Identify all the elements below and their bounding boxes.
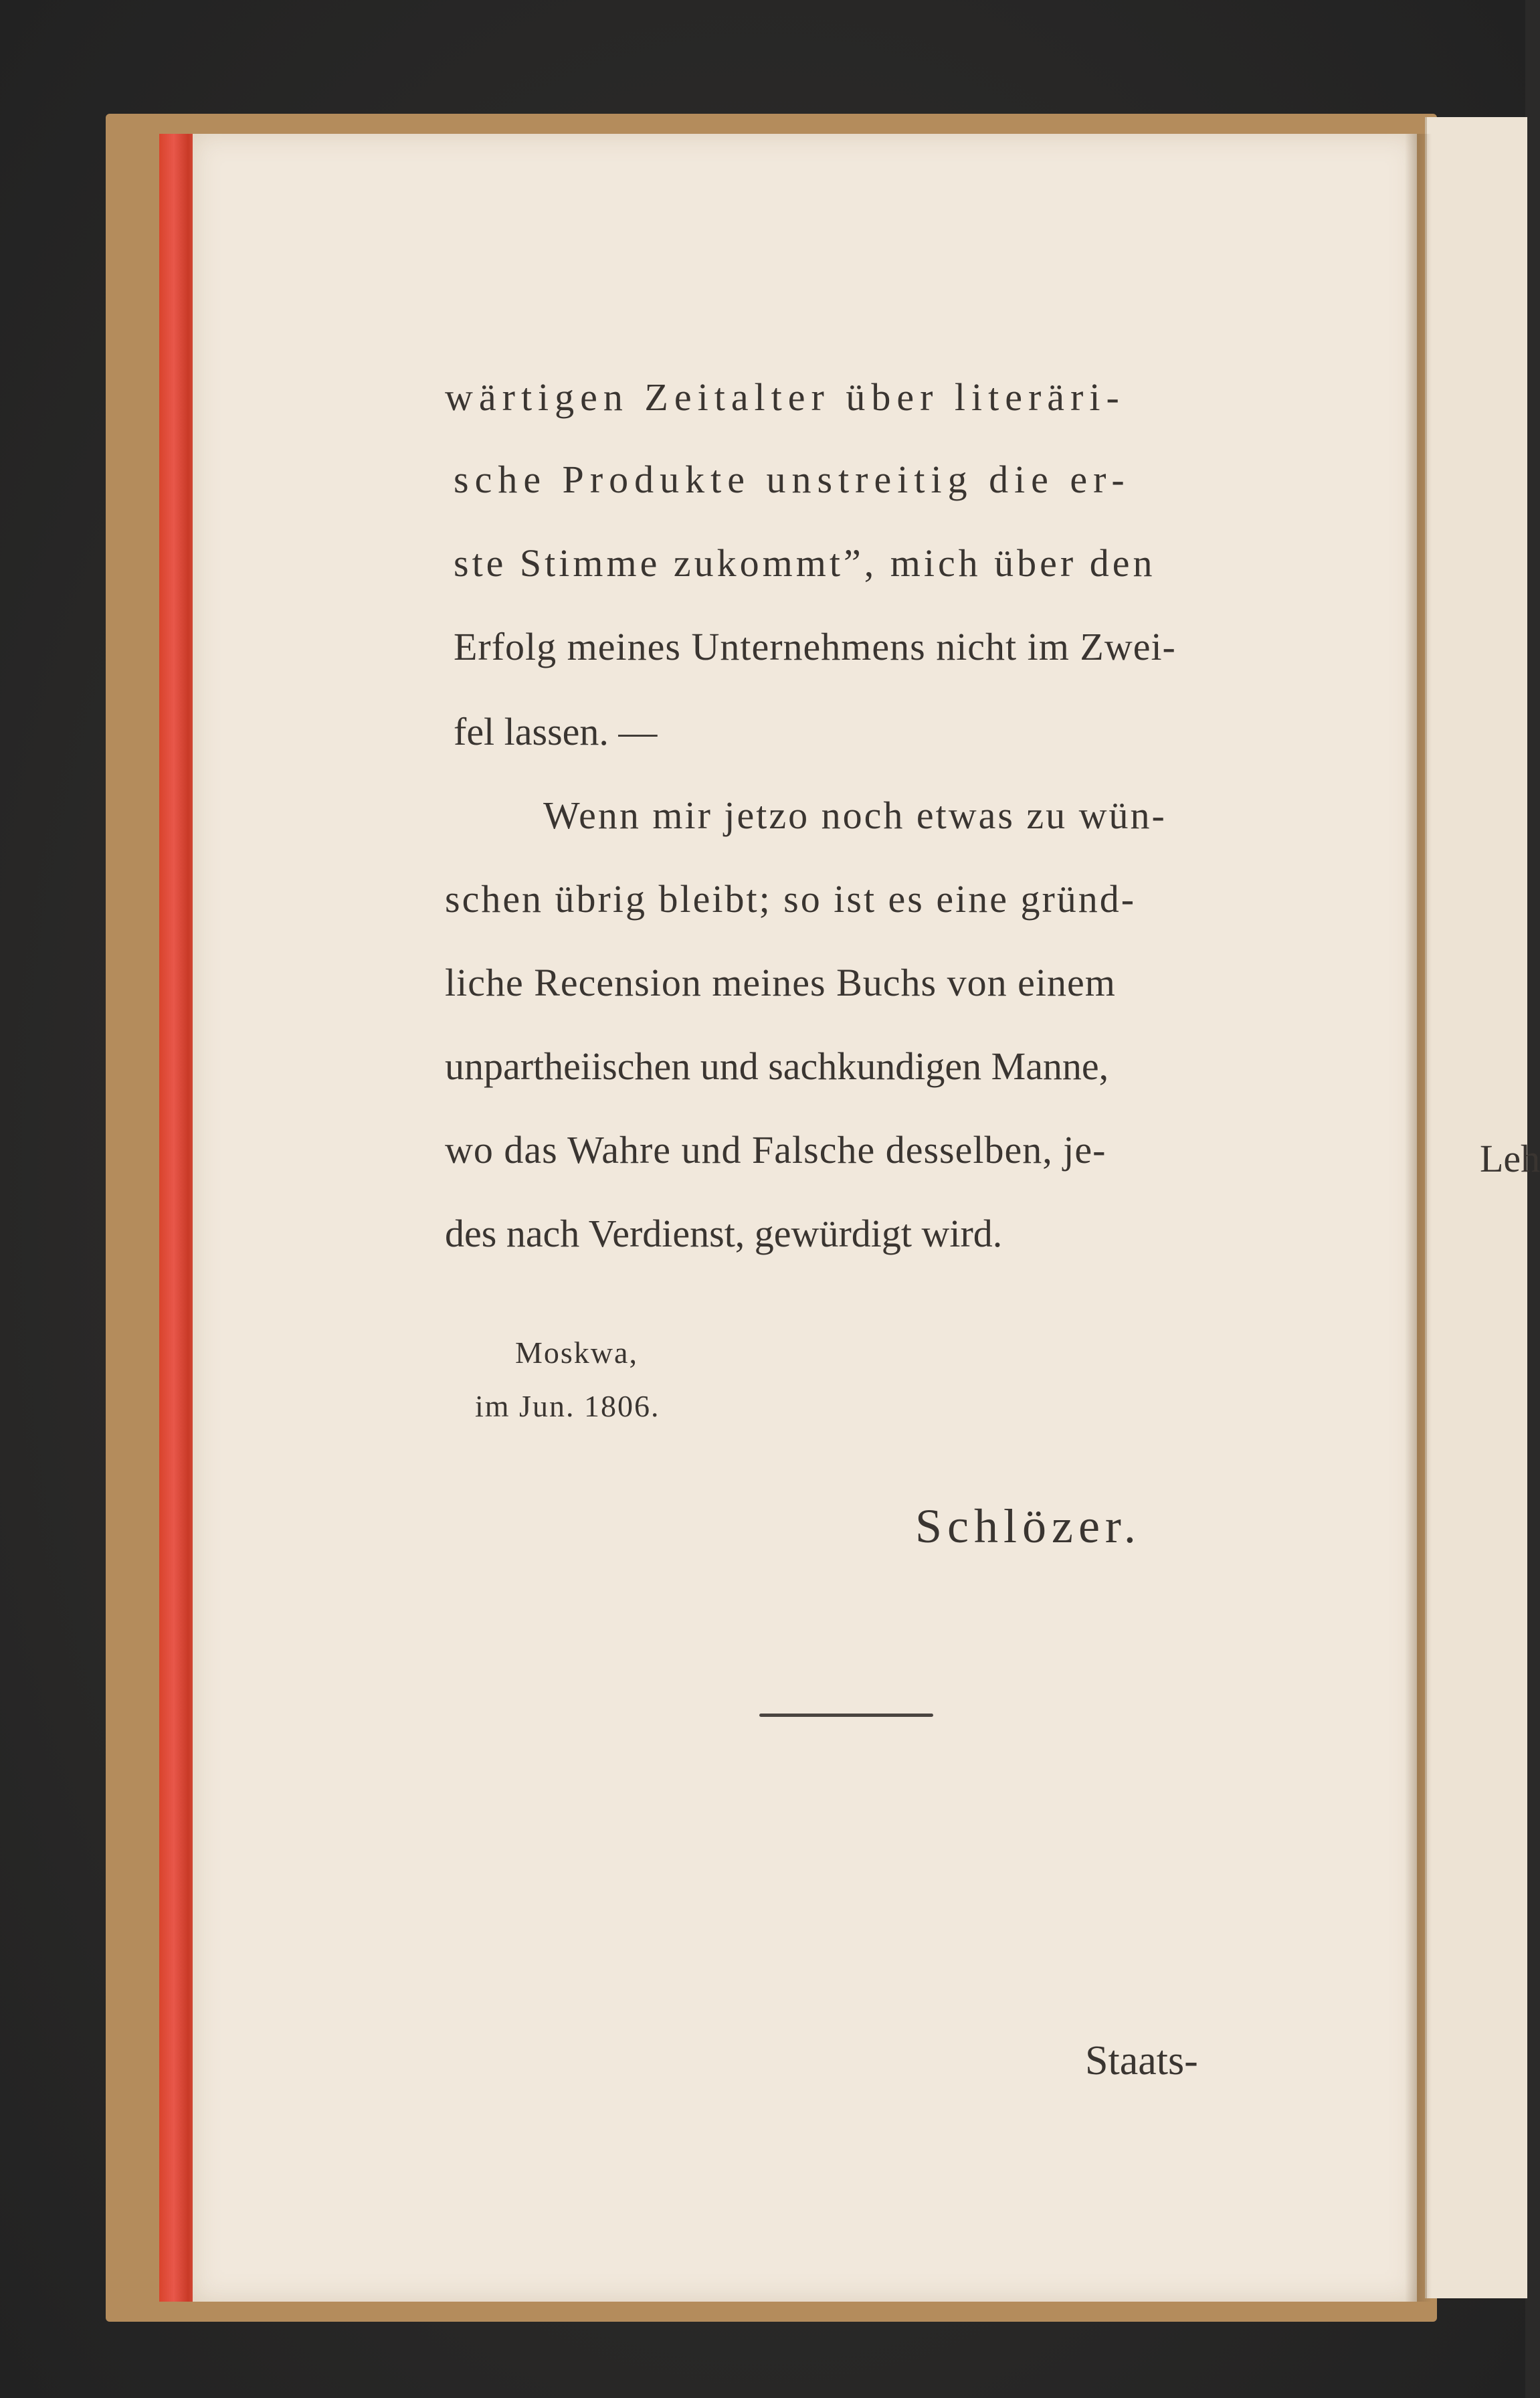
text-line-1 (445, 375, 1284, 420)
facing-page-fragment: Leh (1480, 1137, 1540, 1180)
text-line-2: sche Produkte unstreitig die er- (454, 458, 1131, 501)
place-line: Moskwa, (515, 1335, 638, 1370)
text-line-5: fel lassen. — (454, 710, 658, 753)
ornamental-rule (759, 1714, 933, 1717)
text-line-9: unpartheiischen und sachkundigen Manne, (445, 1044, 1109, 1088)
line-text: wärtigen Zeitalter über literäri- (445, 375, 1125, 419)
book-gutter (1405, 134, 1432, 2302)
text-line-10: wo das Wahre und Falsche desselben, je- (445, 1128, 1106, 1172)
text-line-3: ste Stimme zukommt”, mich über den (454, 541, 1156, 585)
signature: Schlözer. (915, 1499, 1141, 1553)
date-line: im Jun. 1806. (475, 1389, 660, 1423)
text-line-11: des nach Verdienst, gewürdigt wird. (445, 1212, 1003, 1255)
facing-page (1425, 117, 1527, 2298)
text-line-6: Wenn mir jetzo noch etwas zu wün- (543, 794, 1167, 837)
text-line-4: Erfolg meines Unternehmens nicht im Zwei- (454, 625, 1176, 668)
text-line-7: schen übrig bleibt; so ist es eine gründ- (445, 877, 1137, 921)
text-line-8: liche Recension meines Buchs von einem (445, 961, 1116, 1004)
catchword: Staats- (1085, 2038, 1198, 2084)
